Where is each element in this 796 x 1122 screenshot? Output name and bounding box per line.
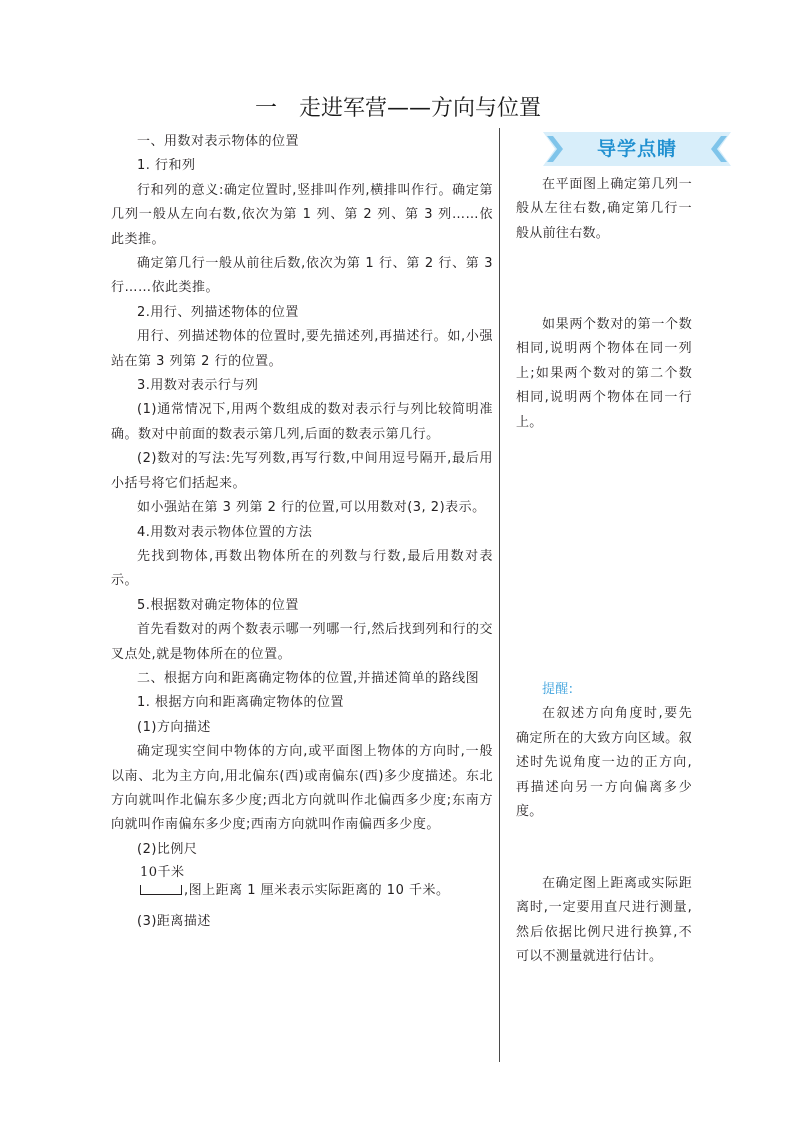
note-text: 在叙述方向角度时,要先确定所在的大致方向区域。叙述时先说角度一边的正方向,再描述向另一方向偏离多少度。 <box>516 706 692 820</box>
paragraph: 行和列的意义:确定位置时,竖排叫作列,横排叫作行。确定第几列一般从左向右数,依次为第 1 列、第 2 列、第 3 列……依此类推。 <box>111 182 493 247</box>
paragraph: 用行、列描述物体的位置时,要先描述列,再描述行。如,小强站在第 3 列第 2 行的位置。 <box>111 329 493 369</box>
paragraph: 首先看数对的两个数表示哪一列哪一行,然后找到列和行的交叉点处,就是物体所在的位置。 <box>111 622 493 662</box>
main-content <box>111 130 493 935</box>
subsection-heading: (1)方向描述 <box>137 719 211 735</box>
column-divider <box>499 128 500 1062</box>
subsection-heading: 4.用数对表示物体位置的方法 <box>137 524 313 540</box>
scale-bar <box>140 885 182 895</box>
section-heading: 二、根据方向和距离确定物体的位置,并描述简单的路线图 <box>137 670 480 686</box>
paragraph: 先找到物体,再数出物体所在的列数与行数,最后用数对表示。 <box>111 548 493 589</box>
sidebar-note <box>516 313 692 435</box>
scale-text: ,图上距离 1 厘米表示实际距离的 10 千米。 <box>184 883 450 899</box>
subsection-heading: 2.用行、列描述物体的位置 <box>137 304 299 320</box>
sidebar-note <box>516 173 692 246</box>
scale-label: 10千米 <box>140 865 185 881</box>
subsection-heading: (3)距离描述 <box>137 914 211 930</box>
subsection-heading: 5.根据数对确定物体的位置 <box>137 597 299 613</box>
tip-label: 提醒: <box>542 682 574 697</box>
paragraph: 确定现实空间中物体的方向,或平面图上物体的方向时,一般以南、北为主方向,用北偏东(西)或南偏东(西)多少度描述。东北方向就叫作北偏东多少度;西北方向就叫作北偏西多少度;东南方向就叫作南偏东多少度;西南方向就叫作南偏西多少度。 <box>111 744 493 833</box>
banner-title: 导学点睛 <box>596 138 677 160</box>
paragraph: (1)通常情况下,用两个数组成的数对表示行与列比较简明准确。数对中前面的数表示第几列,后面的数表示第几行。 <box>111 402 493 442</box>
paragraph: 确定第几行一般从前往后数,依次为第 1 行、第 2 行、第 3 行……依此类推。 <box>111 256 493 296</box>
note-text: 在确定图上距离或实际距离时,一定要用直尺进行测量,然后依据比例尺进行换算,不可以不测量就进行估计。 <box>516 876 692 965</box>
note-text: 在平面图上确定第几列一般从左往右数,确定第几行一般从前往右数。 <box>516 177 692 241</box>
subsection-heading: 1. 根据方向和距离确定物体的位置 <box>137 695 345 711</box>
sidebar-note <box>516 678 692 824</box>
sidebar-note <box>516 872 692 970</box>
section-heading: 一、用数对表示物体的位置 <box>137 134 300 149</box>
paragraph: (2)数对的写法:先写列数,再写行数,中间用逗号隔开,最后用小括号将它们括起来。 <box>111 451 493 491</box>
paragraph: 如小强站在第 3 列第 2 行的位置,可以用数对(3, 2)表示。 <box>137 500 486 516</box>
page-title: 一 走进军营——方向与位置 <box>254 96 541 121</box>
scale-figure <box>111 864 493 900</box>
sidebar-banner <box>543 132 731 166</box>
subsection-heading: 1. 行和列 <box>137 158 196 174</box>
note-text: 如果两个数对的第一个数相同,说明两个物体在同一列上;如果两个数对的第二个数相同,说明两个物体在同一行上。 <box>516 317 692 430</box>
subsection-heading: 3.用数对表示行与列 <box>137 378 259 394</box>
subsection-heading: (2)比例尺 <box>137 841 198 857</box>
